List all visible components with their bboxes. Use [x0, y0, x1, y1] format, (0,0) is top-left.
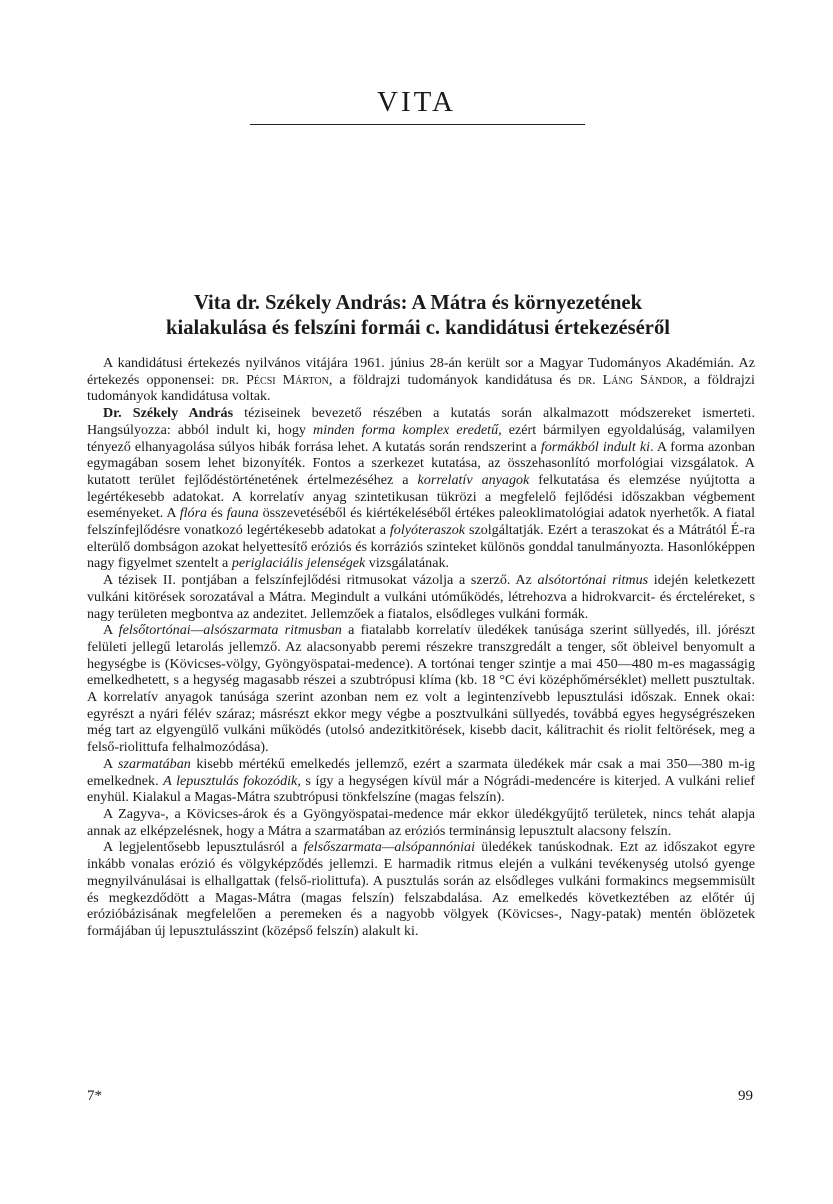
paragraph-4: [87, 622, 755, 756]
text-run: A: [103, 755, 118, 772]
emphasis: szarmatában: [117, 755, 191, 772]
text-run: összevetéséből és kiértékeléséből értékes paleoklimatológiai adatok nyerhetők. A fiatal felszínfejlődésre vonatkozó legértékesebb adatokat a: [87, 505, 755, 539]
text-run: , a földrajzi tudományok kandidátusa és: [328, 371, 579, 388]
emphasis: felsőszarmata—alsópannóniai: [303, 839, 476, 856]
text-run: és: [207, 505, 227, 522]
emphasis: fauna: [226, 505, 259, 522]
text-run: . A forma azonban egymagában sosem lehet bizonyíték. Fontos a szerkezet kutatása, az összehasonlító morfológiai vizsgálatok. A kutatott terület fejlődéstörténetének értelmezéséhez a: [87, 438, 755, 488]
emphasis: alsótortónai ritmus: [537, 572, 649, 589]
page-number: 99: [738, 1088, 753, 1104]
title-divider: [250, 124, 585, 125]
text-run: vizsgálatának.: [365, 555, 450, 572]
emphasis: formákból indult ki: [540, 438, 650, 455]
emphasis: periglaciális jelenségek: [231, 555, 366, 572]
opponent-name: dr. Láng Sándor: [578, 371, 684, 388]
text-run: A: [103, 622, 119, 639]
paragraph-6: A Zagyva-, a Kövicses-árok és a Gyöngyöspatai-medence már ekkor üledékgyűjtő területek, nincs tehát alapja annak az elképzelésnek, hogy a Mátra a szarmatában az eróziós terminánsig lepusztult alacsony felszín.: [87, 805, 755, 839]
text-run: a fiatalabb korrelatív üledékek tanúsága szerint süllyedés, ill. jórészt felületi jellegű letarolás jellemző. Az alacsonyabb peremi részekre transzgredált a tenger, sőt öbleivel benyomult a hegységbe is (Kövicses-völgy, Gyöngyöspatai-medence). A tortónai tenger szintje a mai 450—480 m-es magasságig emelkedhetett, s a hegység magasabb részei a szubtrópusi klíma (kb. 18 °C évi középhőmérséklet) mellett pusztultak. A korrelatív anyagok tanúsága szerint azonban nem ez volt a legintenzívebb lepusztulási időszak. Ennek okai: egyrészt a nyári félév száraz; másrészt ekkor megy végbe a posztvulkáni süllyedés, továbbá egyes hegységrészeken még tart az elgyengülő vulkáni működés (utolsó andezitkitörések, kisebb dacit, kálitrachit és riolit feltörések, meg a felső-riolittufa felhalmozódása).: [87, 622, 755, 756]
text-run: szolgáltatják. Ezért a teraszokat és a Mátrától É-ra elterülő dombságon azokat helyettesítő eróziós és korráziós szinteket különös gonddal tanulmányozta. Hasonlóképpen nagy figyelmet szentelt a: [87, 522, 755, 572]
paragraph-1: [87, 355, 755, 405]
signature-mark: 7*: [87, 1088, 102, 1104]
page-title: VITA: [377, 86, 456, 118]
paragraph-2: [87, 405, 755, 572]
text-run: , ezért bármilyen egyoldalúság, valamilyen tényező elhanyagolása súlyos hibák forrása lehet. A kutatás során rendszerint a: [87, 421, 755, 455]
text-run: kisebb mértékű emelkedés jellemző, ezért a szarmata üledékek már csak a mai 350—380 m-ig emelkednek.: [87, 755, 755, 789]
emphasis: korrelatív anyagok: [417, 471, 530, 488]
opponent-name: dr. Pécsi Márton: [221, 371, 329, 388]
emphasis: flóra: [179, 505, 208, 522]
text-run: , s így a hegységen kívül már a Nógrádi-medencére is kiterjed. A vulkáni relief enyhül. Kialakul a Magas-Mátra szubtrópusi tönkfelszíne (magas felszín).: [87, 772, 755, 806]
text-run: üledékek tanúskodnak. Ezt az időszakot egyre inkább vonalas erózió és völgyképződés jellemzi. E harmadik ritmus elején a vulkáni tevékenység utolsó gyenge megnyilvánulásai is elhallgattak (felső-riolittufa). A pusztulás során az elsődleges vulkáni formakincs megsemmisült és megkezdődött a Magas-Mátra (magas felszín) felszabdalása. Az emelkedés következtében az előtér új erózióbázisának megfelelően a peremeken és a nagyobb völgyek (Kövicses-, Nagy-patak) mentén öblözetek formájában új lepusztulásszint (középső felszín) alakult ki.: [87, 839, 755, 939]
paragraph-7: [87, 839, 755, 939]
article-title-line-2: kialakulása és felszíni formái c. kandidátusi értekezéséről: [166, 317, 670, 339]
article-title-line-1: Vita dr. Székely András: A Mátra és környezetének: [193, 292, 643, 314]
emphasis: felsőtortónai—alsószarmata ritmusban: [118, 622, 342, 639]
article-body: [87, 355, 755, 940]
text-run: téziseinek bevezető részében a kutatás során alkalmazott módszereket ismerteti. Hangsúlyozza: abból indult ki, hogy: [87, 405, 755, 438]
paragraph-5: [87, 756, 755, 806]
author-name: Dr. Székely András: [103, 405, 234, 422]
paragraph-3: [87, 572, 755, 622]
text-run: , a földrajzi tudományok kandidátusa voltak.: [87, 371, 755, 405]
emphasis: A lepusztulás fokozódik: [163, 772, 298, 789]
emphasis: minden forma komplex eredetű: [313, 421, 499, 438]
text-run: felkutatása és elemzése nyújtotta a legértékesebb adatokat. A korrelatív anyag szintetikusan tükrözi a megfelelő fejlődési időszakban végbement eseményeket. A: [87, 471, 755, 522]
text-run: A tézisek II. pontjában a felszínfejlődési ritmusokat vázolja a szerző. Az: [103, 572, 538, 589]
text-run: idején keletkezett vulkáni kitörések sorozatával a Mátra. Megindult a vulkáni utóműködés, létrehozva a hidrokvarcit- és ércteléreket, s nagy területen megbontva az andezitet. Jellemzőek a fiatalos, elsődleges vulkáni formák.: [87, 572, 755, 622]
text-run: A legjelentősebb lepusztulásról a: [103, 839, 304, 856]
article-title: [108, 291, 728, 341]
emphasis: folyóteraszok: [389, 522, 466, 539]
text-run: A kandidátusi értekezés nyilvános vitájára 1961. június 28-án került sor a Magyar Tudományos Akadémián. Az értekezés opponensei:: [87, 355, 755, 388]
